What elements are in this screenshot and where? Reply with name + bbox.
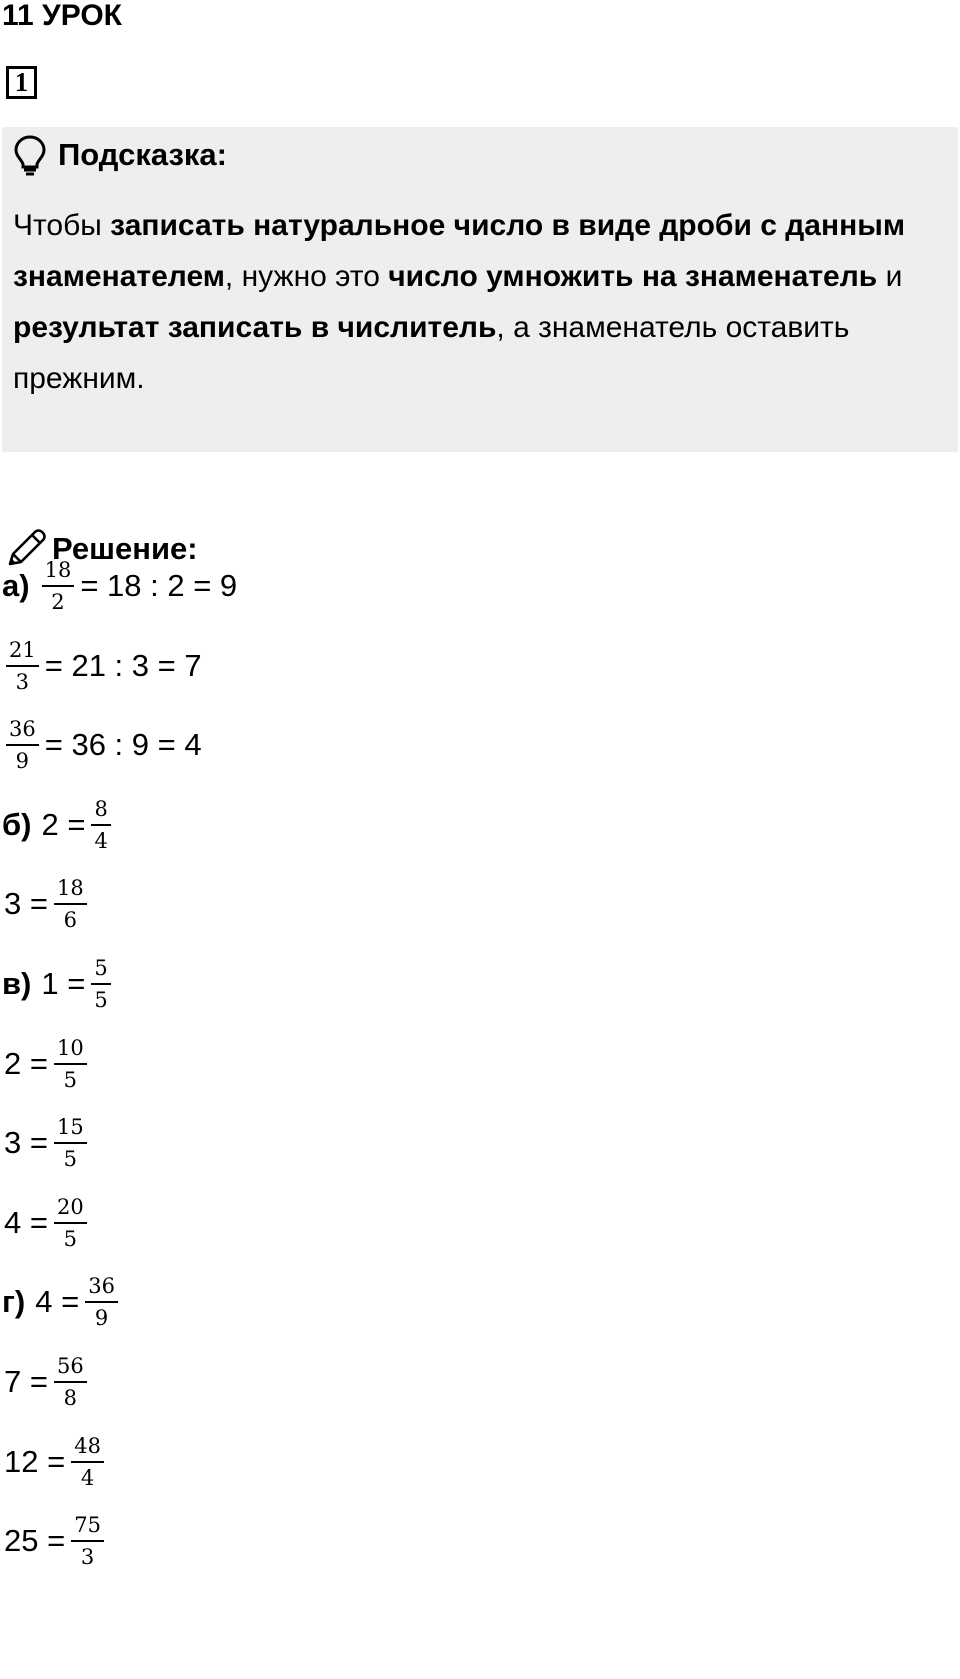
fraction-numerator: 15 bbox=[54, 1114, 87, 1144]
lesson-title: 11 УРОК bbox=[2, 0, 122, 32]
fraction bbox=[85, 1273, 118, 1331]
fraction-denominator: 4 bbox=[80, 1465, 95, 1490]
fraction-denominator: 5 bbox=[63, 1067, 78, 1092]
fraction bbox=[71, 1512, 104, 1570]
hint-title: Подсказка: bbox=[58, 137, 227, 172]
equation-text: 4 = bbox=[35, 1284, 80, 1320]
fraction bbox=[6, 637, 39, 695]
solution-line bbox=[2, 1503, 108, 1579]
hint-emphasis: число умножить на знаменатель bbox=[388, 260, 878, 293]
solution-line bbox=[2, 1105, 91, 1181]
item-label: б) bbox=[2, 806, 32, 842]
fraction-numerator: 18 bbox=[54, 875, 87, 905]
fraction bbox=[54, 1114, 87, 1172]
fraction-denominator: 5 bbox=[63, 1147, 78, 1172]
item-label: в) bbox=[2, 966, 32, 1001]
equation-text: = 36 : 9 = 4 bbox=[44, 727, 202, 763]
fraction bbox=[54, 875, 87, 933]
fraction-numerator: 36 bbox=[6, 716, 39, 746]
equation-text: 1 = bbox=[41, 966, 86, 1001]
fraction-denominator: 3 bbox=[15, 669, 30, 694]
fraction-numerator: 18 bbox=[42, 557, 75, 587]
fraction-numerator: 48 bbox=[71, 1433, 104, 1463]
fraction-denominator: 3 bbox=[80, 1545, 95, 1570]
hint-segment: , а знаменатель оставить прежним. bbox=[13, 311, 850, 395]
solution-line bbox=[2, 1185, 91, 1261]
solution-line bbox=[2, 946, 115, 1022]
fraction-numerator: 56 bbox=[54, 1353, 87, 1383]
hint-text bbox=[13, 200, 943, 404]
fraction-denominator: 5 bbox=[94, 988, 108, 1012]
solution-line bbox=[2, 1264, 122, 1340]
solution-title: Решение: bbox=[52, 531, 198, 566]
fraction-numerator: 8 bbox=[91, 796, 110, 826]
fraction-denominator: 2 bbox=[51, 590, 65, 614]
solution-line bbox=[2, 1344, 91, 1420]
equation-text: 7 = bbox=[4, 1364, 48, 1399]
fraction-denominator: 5 bbox=[63, 1226, 78, 1251]
equation-text: 3 = bbox=[4, 1125, 48, 1161]
fraction bbox=[6, 716, 39, 774]
solution-line bbox=[2, 1026, 91, 1102]
equation-text: 4 = bbox=[4, 1204, 48, 1240]
fraction-denominator: 9 bbox=[15, 749, 30, 774]
solution-line bbox=[2, 707, 204, 783]
hint-emphasis: записать натуральное число в виде дроби с данным знаменателем bbox=[13, 209, 906, 293]
equation-text: 25 = bbox=[4, 1523, 66, 1559]
equation-text: = 21 : 3 = 7 bbox=[44, 647, 202, 683]
fraction-denominator: 4 bbox=[94, 828, 108, 853]
equation-text: 2 = bbox=[41, 806, 86, 842]
solution-line bbox=[2, 548, 239, 624]
hint-segment: Чтобы bbox=[13, 209, 111, 242]
fraction-denominator: 8 bbox=[63, 1386, 78, 1410]
fraction bbox=[54, 1035, 87, 1093]
fraction-numerator: 75 bbox=[71, 1512, 104, 1542]
equation-text: 3 = bbox=[4, 886, 48, 922]
fraction bbox=[42, 557, 75, 615]
fraction bbox=[54, 1194, 87, 1252]
equation-text: 2 = bbox=[4, 1045, 48, 1081]
fraction bbox=[91, 955, 110, 1013]
fraction-numerator: 5 bbox=[91, 955, 110, 985]
fraction-numerator: 36 bbox=[85, 1273, 118, 1303]
hint-emphasis: результат записать в числитель bbox=[13, 311, 497, 344]
lightbulb-icon bbox=[13, 134, 47, 176]
solution-line bbox=[2, 628, 204, 704]
fraction bbox=[91, 796, 110, 854]
item-label: г) bbox=[2, 1284, 26, 1320]
fraction bbox=[71, 1433, 104, 1491]
solution-line bbox=[2, 1424, 108, 1500]
fraction-numerator: 21 bbox=[6, 637, 39, 667]
fraction bbox=[54, 1353, 87, 1411]
solution-line bbox=[2, 866, 91, 942]
task-number-badge: 1 bbox=[6, 66, 37, 99]
equation-text: 12 = bbox=[4, 1443, 66, 1479]
hint-segment: и bbox=[877, 260, 903, 293]
fraction-numerator: 10 bbox=[54, 1035, 87, 1065]
fraction-denominator: 6 bbox=[63, 908, 78, 933]
fraction-denominator: 9 bbox=[94, 1306, 109, 1331]
hint-segment: , нужно это bbox=[224, 260, 389, 293]
solution-line bbox=[2, 787, 115, 863]
equation-text: = 18 : 2 = 9 bbox=[80, 568, 238, 603]
item-label: а) bbox=[2, 568, 30, 603]
fraction-numerator: 20 bbox=[54, 1194, 87, 1224]
